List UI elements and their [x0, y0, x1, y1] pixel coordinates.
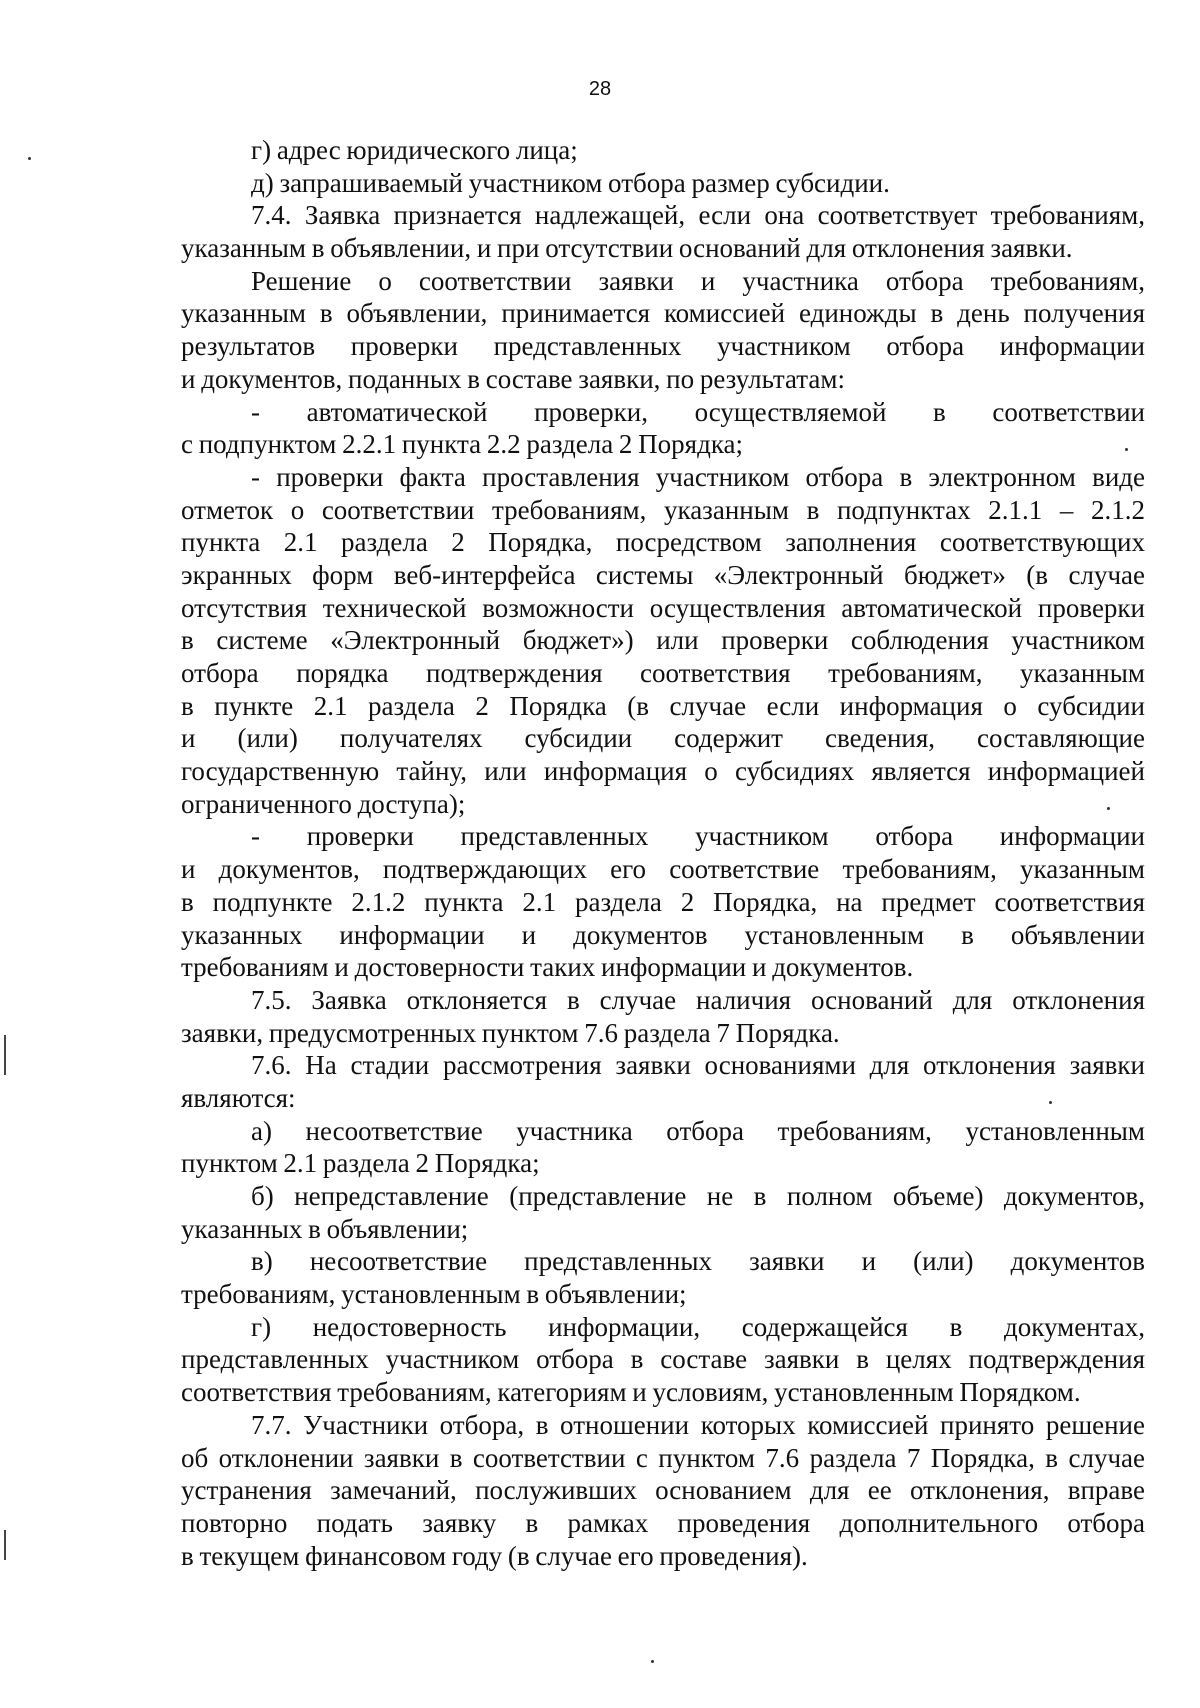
text-line: в системе «Электронный бюджет») или проверки соблюдения участником [181, 625, 1145, 656]
text-line: б) непредставление (представление не в полном объеме) документов, [251, 1181, 1145, 1211]
text-line: указанным в объявлении, принимается комиссией единожды в день получения [181, 298, 1145, 329]
page-number: 28 [588, 78, 612, 100]
scan-speck [28, 157, 31, 160]
scan-speck [1107, 807, 1110, 810]
text-line: пункта 2.1 раздела 2 Порядка, посредством заполнения соответствующих [181, 527, 1145, 558]
text-line: 7.6. На стадии рассмотрения заявки основаниями для отклонения заявки [251, 1050, 1145, 1081]
text-line: в текущем финансовом году (в случае его проведения). [181, 1540, 808, 1571]
text-line: с подпунктом 2.2.1 пункта 2.2 раздела 2 Порядка; [181, 429, 744, 460]
text-line: 7.5. Заявка отклоняется в случае наличия оснований для отклонения [251, 984, 1145, 1015]
text-line: г) недостоверность информации, содержащейся в документах, [251, 1311, 1145, 1342]
text-line: отметок о соответствии требованиям, указанным в подпунктах 2.1.1 – 2.1.2 [181, 494, 1145, 525]
text-line: - проверки факта проставления участником отбора в электронном виде [251, 461, 1145, 492]
text-line: в пункте 2.1 раздела 2 Порядка (в случае если информация о субсидии [181, 690, 1145, 721]
text-line: повторно подать заявку в рамках проведения дополнительного отбора [181, 1507, 1145, 1538]
text-line: а) несоответствие участника отбора требованиям, установленным [251, 1115, 1145, 1146]
text-line: отбора порядка подтверждения соответствия требованиям, указанным [181, 658, 1145, 688]
text-line: - проверки представленных участником отбора информации [251, 821, 1145, 852]
text-line: заявки, предусмотренных пунктом 7.6 раздела 7 Порядка. [181, 1017, 840, 1048]
text-line: требованиям и достоверности таких информации и документов. [181, 952, 914, 983]
text-line: д) запрашиваемый участником отбора размер субсидии. [251, 167, 890, 198]
text-line: об отклонении заявки в соответствии с пунктом 7.6 раздела 7 Порядка, в случае [181, 1442, 1145, 1473]
text-line: экранных форм веб-интерфейса системы «Электронный бюджет» (в случае [181, 559, 1145, 590]
text-line: - автоматической проверки, осуществляемой в соответствии [251, 396, 1145, 427]
scan-speck [1125, 448, 1128, 451]
text-line: в) несоответствие представленных заявки и (или) документов [251, 1246, 1145, 1277]
text-line: устранения замечаний, послуживших основанием для ее отклонения, вправе [181, 1475, 1145, 1506]
text-line: соответствия требованиям, категориям и условиям, установленным Порядком. [181, 1377, 1081, 1408]
text-line: являются: [181, 1082, 296, 1113]
text-line: и (или) получателях субсидии содержит сведения, составляющие [181, 723, 1145, 754]
text-line: и документов, поданных в составе заявки, по результатам: [181, 363, 845, 394]
text-line: 7.4. Заявка признается надлежащей, если она соответствует требованиям, [251, 200, 1145, 231]
scan-speck [651, 1660, 654, 1663]
text-line: Решение о соответствии заявки и участника отбора требованиям, [251, 265, 1145, 296]
text-line: государственную тайну, или информация о субсидиях является информацией [181, 756, 1145, 787]
scan-edge-mark [4, 1035, 6, 1075]
text-line: ограниченного доступа); [181, 788, 466, 819]
text-line: отсутствия технической возможности осуществления автоматической проверки [181, 592, 1145, 623]
document-body [181, 134, 1145, 1572]
text-line: г) адрес юридического лица; [251, 135, 578, 165]
text-line: 7.7. Участники отбора, в отношении которых комиссией принято решение [251, 1409, 1145, 1440]
text-line: и документов, подтверждающих его соответствие требованиям, указанным [181, 854, 1145, 885]
scan-speck [1049, 1101, 1052, 1104]
scan-edge-mark [4, 1530, 6, 1560]
text-line: указанных в объявлении; [181, 1213, 469, 1244]
text-line: результатов проверки представленных участником отбора информации [181, 331, 1145, 362]
text-line: указанным в объявлении, и при отсутствии оснований для отклонения заявки. [181, 233, 1073, 264]
text-line: в подпункте 2.1.2 пункта 2.1 раздела 2 Порядка, на предмет соответствия [181, 886, 1145, 917]
text-line: пунктом 2.1 раздела 2 Порядка; [181, 1148, 540, 1179]
text-line: представленных участником отбора в составе заявки в целях подтверждения [181, 1344, 1145, 1375]
text-line: указанных информации и документов установленным в объявлении [181, 919, 1145, 950]
text-line: требованиям, установленным в объявлении; [181, 1279, 687, 1310]
